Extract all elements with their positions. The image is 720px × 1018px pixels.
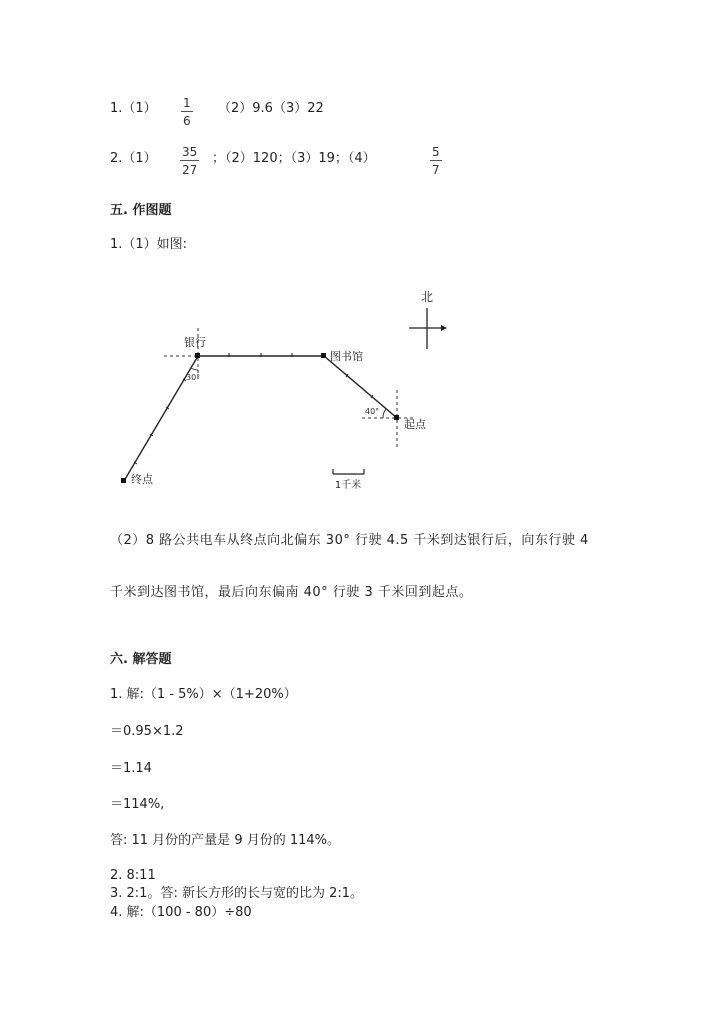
route-segment-library-to-start: [324, 356, 397, 418]
solution-1-line-4: ＝114%,: [110, 797, 165, 812]
solution-2: 2. 8:11: [110, 868, 156, 883]
start-label: 起点: [404, 418, 426, 431]
library-point: [321, 353, 326, 358]
fraction-denominator: 6: [183, 114, 191, 128]
answer-2-label: 2.（1）: [110, 151, 157, 166]
end-label: 终点: [131, 473, 153, 486]
bank-label: 银行: [184, 336, 206, 349]
library-label: 图书馆: [330, 350, 363, 363]
compass-east-arrow-icon: [441, 325, 447, 331]
bank-angle-label: 30°: [186, 373, 201, 382]
bank-angle-arc: [191, 368, 198, 370]
section-5-heading: 五. 作图题: [110, 203, 172, 218]
scale-ticks: [134, 353, 373, 464]
answer-2-mid: ；（2）120；（3）19；（4）: [212, 151, 376, 166]
start-point: [394, 415, 399, 420]
section-5-q1-label: 1.（1）如图:: [110, 237, 188, 252]
fraction-denominator: 27: [182, 163, 198, 177]
start-angle-label: 40°: [365, 407, 380, 416]
answer-1-label: 1.（1）: [110, 101, 157, 116]
north-compass: [409, 308, 444, 349]
end-point: [121, 478, 126, 483]
scale-bar: [333, 469, 364, 474]
answer-1-rest: （2）9.6（3）22: [218, 101, 324, 116]
solution-1-line-2: ＝0.95×1.2: [110, 724, 184, 739]
section-5-part2-line2: 千米到达图书馆，最后向东偏南 40° 行驶 3 千米回到起点。: [110, 585, 473, 600]
fraction-numerator: 1: [183, 96, 191, 110]
fraction-numerator: 5: [432, 145, 440, 159]
fraction-denominator: 7: [432, 163, 440, 177]
section-6-heading: 六. 解答题: [110, 652, 172, 667]
solution-3: 3. 2:1。答: 新长方形的长与宽的比为 2:1。: [110, 886, 364, 901]
scale-label: 1千米: [334, 480, 362, 491]
solution-1-line-1: 1. 解:（1 - 5%）×（1+20%）: [110, 687, 297, 702]
solution-4: 4. 解:（100 - 80）÷80: [110, 905, 252, 920]
section-5-part2-line1: （2）8 路公共电车从终点向北偏东 30° 行驶 4.5 千米到达银行后，向东行驶 4: [110, 533, 589, 548]
start-angle-arc: [383, 409, 386, 418]
fraction-numerator: 35: [182, 145, 198, 159]
north-label: 北: [420, 290, 434, 304]
solution-1-line-3: ＝1.14: [110, 761, 152, 776]
bank-point: [195, 353, 200, 358]
solution-1-answer: 答: 11 月份的产量是 9 月份的 114%。: [110, 833, 341, 848]
